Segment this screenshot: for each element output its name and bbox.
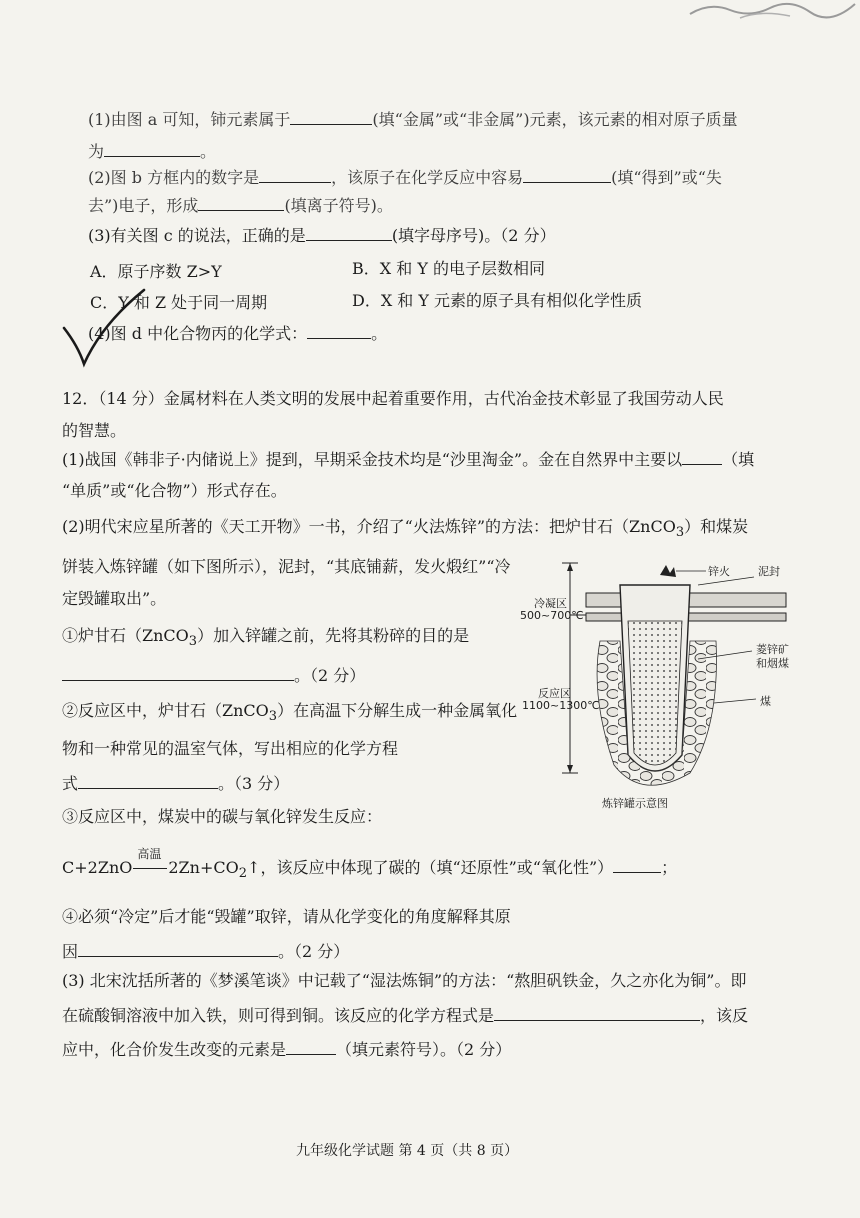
- question-12-2-a: ①炉甘石（ZnCO$_3$）加入锌罐之前，先将其粉碎的目的是: [62, 626, 470, 650]
- question-12-head: 12．（14 分）金属材料在人类文明的发展中起着重要作用，古代冶金技术彰显了我国劳动人民: [62, 389, 724, 408]
- question-11-3: (3)有关图 c 的说法，正确的是 (填字母序号)。（2 分）: [88, 226, 556, 245]
- question-12-2-cont: 饼装入炼锌罐（如下图所示），泥封，“其底铺薪，发火煅红”“冷: [62, 557, 511, 576]
- answer-blank[interactable]: [259, 166, 331, 183]
- option-d: D．X 和 Y 元素的原子具有相似化学性质: [352, 291, 643, 310]
- chemical-equation: C+2ZnO 高温 $2Zn+CO_2↑$，该反应中体现了碳的（填“还原性”或“氧化性”） ；: [62, 847, 678, 882]
- option-a: A．原子序数 Z>Y: [90, 262, 222, 281]
- answer-blank[interactable]: [682, 448, 722, 465]
- answer-blank[interactable]: [62, 664, 294, 681]
- answer-blank[interactable]: [104, 140, 200, 157]
- label-ore2: 和烟煤: [756, 657, 789, 670]
- question-11-4: (4)图 d 中化合物丙的化学式： 。: [88, 324, 388, 343]
- question-12-2-b-cont: 物和一种常见的温室气体，写出相应的化学方程: [62, 739, 399, 758]
- answer-blank[interactable]: [290, 108, 372, 125]
- answer-blank[interactable]: [523, 166, 611, 183]
- question-11-1-cont: 为 。: [88, 142, 217, 161]
- question-12-2-d-cont: 因 。（2 分）: [62, 942, 350, 961]
- label-condensing-zone: 冷凝区: [534, 597, 567, 610]
- label-seal: 泥封: [758, 565, 780, 578]
- option-c: C．Y 和 Z 处于同一周期: [90, 293, 268, 312]
- question-11-2: (2)图 b 方框内的数字是 ，该原子在化学反应中容易 (填“得到”或“失: [88, 168, 722, 187]
- question-12-2-b: ②反应区中，炉甘石（ZnCO$_3$）在高温下分解生成一种金属氧化: [62, 701, 518, 725]
- answer-blank[interactable]: [286, 1038, 336, 1055]
- question-11-1: (1)由图 a 可知，铈元素属于 (填“金属”或“非金属”)元素，该元素的相对原子质量: [88, 110, 738, 129]
- answer-blank[interactable]: [307, 322, 371, 339]
- answer-blank[interactable]: [78, 772, 218, 789]
- question-11-2-cont: 去”)电子，形成 (填离子符号)。: [88, 196, 393, 215]
- label-ore: 菱锌矿: [756, 643, 789, 656]
- zinc-smelting-diagram: [520, 555, 830, 815]
- question-12-3: (3) 北宋沈括所著的《梦溪笔谈》中记载了“湿法炼铜”的方法：“熬胆矾铁金，久之亦化为铜”。即: [62, 971, 747, 990]
- question-12-3-cont2: 应中，化合价发生改变的元素是 （填元素符号）。（2 分）: [62, 1040, 512, 1059]
- question-12-2-b-cont2: 式 。（3 分）: [62, 774, 290, 793]
- answer-blank[interactable]: [613, 856, 661, 873]
- question-12-head-cont: 的智慧。: [62, 421, 127, 440]
- answer-blank[interactable]: [78, 940, 278, 957]
- option-b: B．X 和 Y 的电子层数相同: [352, 259, 545, 278]
- page-footer: 九年级化学试题 第 4 页（共 8 页）: [296, 1143, 519, 1159]
- label-condensing-temp: 500~700℃: [520, 609, 584, 622]
- answer-blank[interactable]: [306, 224, 392, 241]
- check-mark-icon: [58, 286, 148, 376]
- label-coal: 煤: [760, 695, 771, 708]
- zinc-retort-illustration: [530, 555, 830, 815]
- answer-blank[interactable]: [494, 1004, 700, 1021]
- answer-blank[interactable]: [198, 194, 284, 211]
- question-12-1: (1)战国《韩非子·内储说上》提到，早期采金技术均是“沙里淘金”。金在自然界中主要以 （填: [62, 450, 755, 469]
- label-reaction-temp: 1100~1300℃: [522, 699, 600, 712]
- label-fire: 锌火: [708, 565, 730, 578]
- scan-smudge: [670, 0, 860, 22]
- question-12-2: (2)明代宋应星所著的《天工开物》一书，介绍了“火法炼锌”的方法：把炉甘石（ZnCO$_3$）和煤炭: [62, 517, 749, 541]
- question-12-1-cont: “单质”或“化合物”）形式存在。: [62, 481, 287, 500]
- question-12-2-a-cont: 。（2 分）: [62, 664, 365, 687]
- diagram-caption: 炼锌罐示意图: [602, 797, 668, 810]
- question-12-2-c: ③反应区中，煤炭中的碳与氧化锌发生反应：: [62, 807, 383, 826]
- question-12-2-d: ④必须“冷定”后才能“毁罐”取锌，请从化学变化的角度解释其原: [62, 907, 511, 926]
- question-12-2-cont2: 定毁罐取出”。: [62, 589, 167, 608]
- label-reaction-zone: 反应区: [538, 687, 571, 700]
- question-12-3-cont: 在硫酸铜溶液中加入铁，则可得到铜。该反应的化学方程式是 ，该反: [62, 1006, 749, 1025]
